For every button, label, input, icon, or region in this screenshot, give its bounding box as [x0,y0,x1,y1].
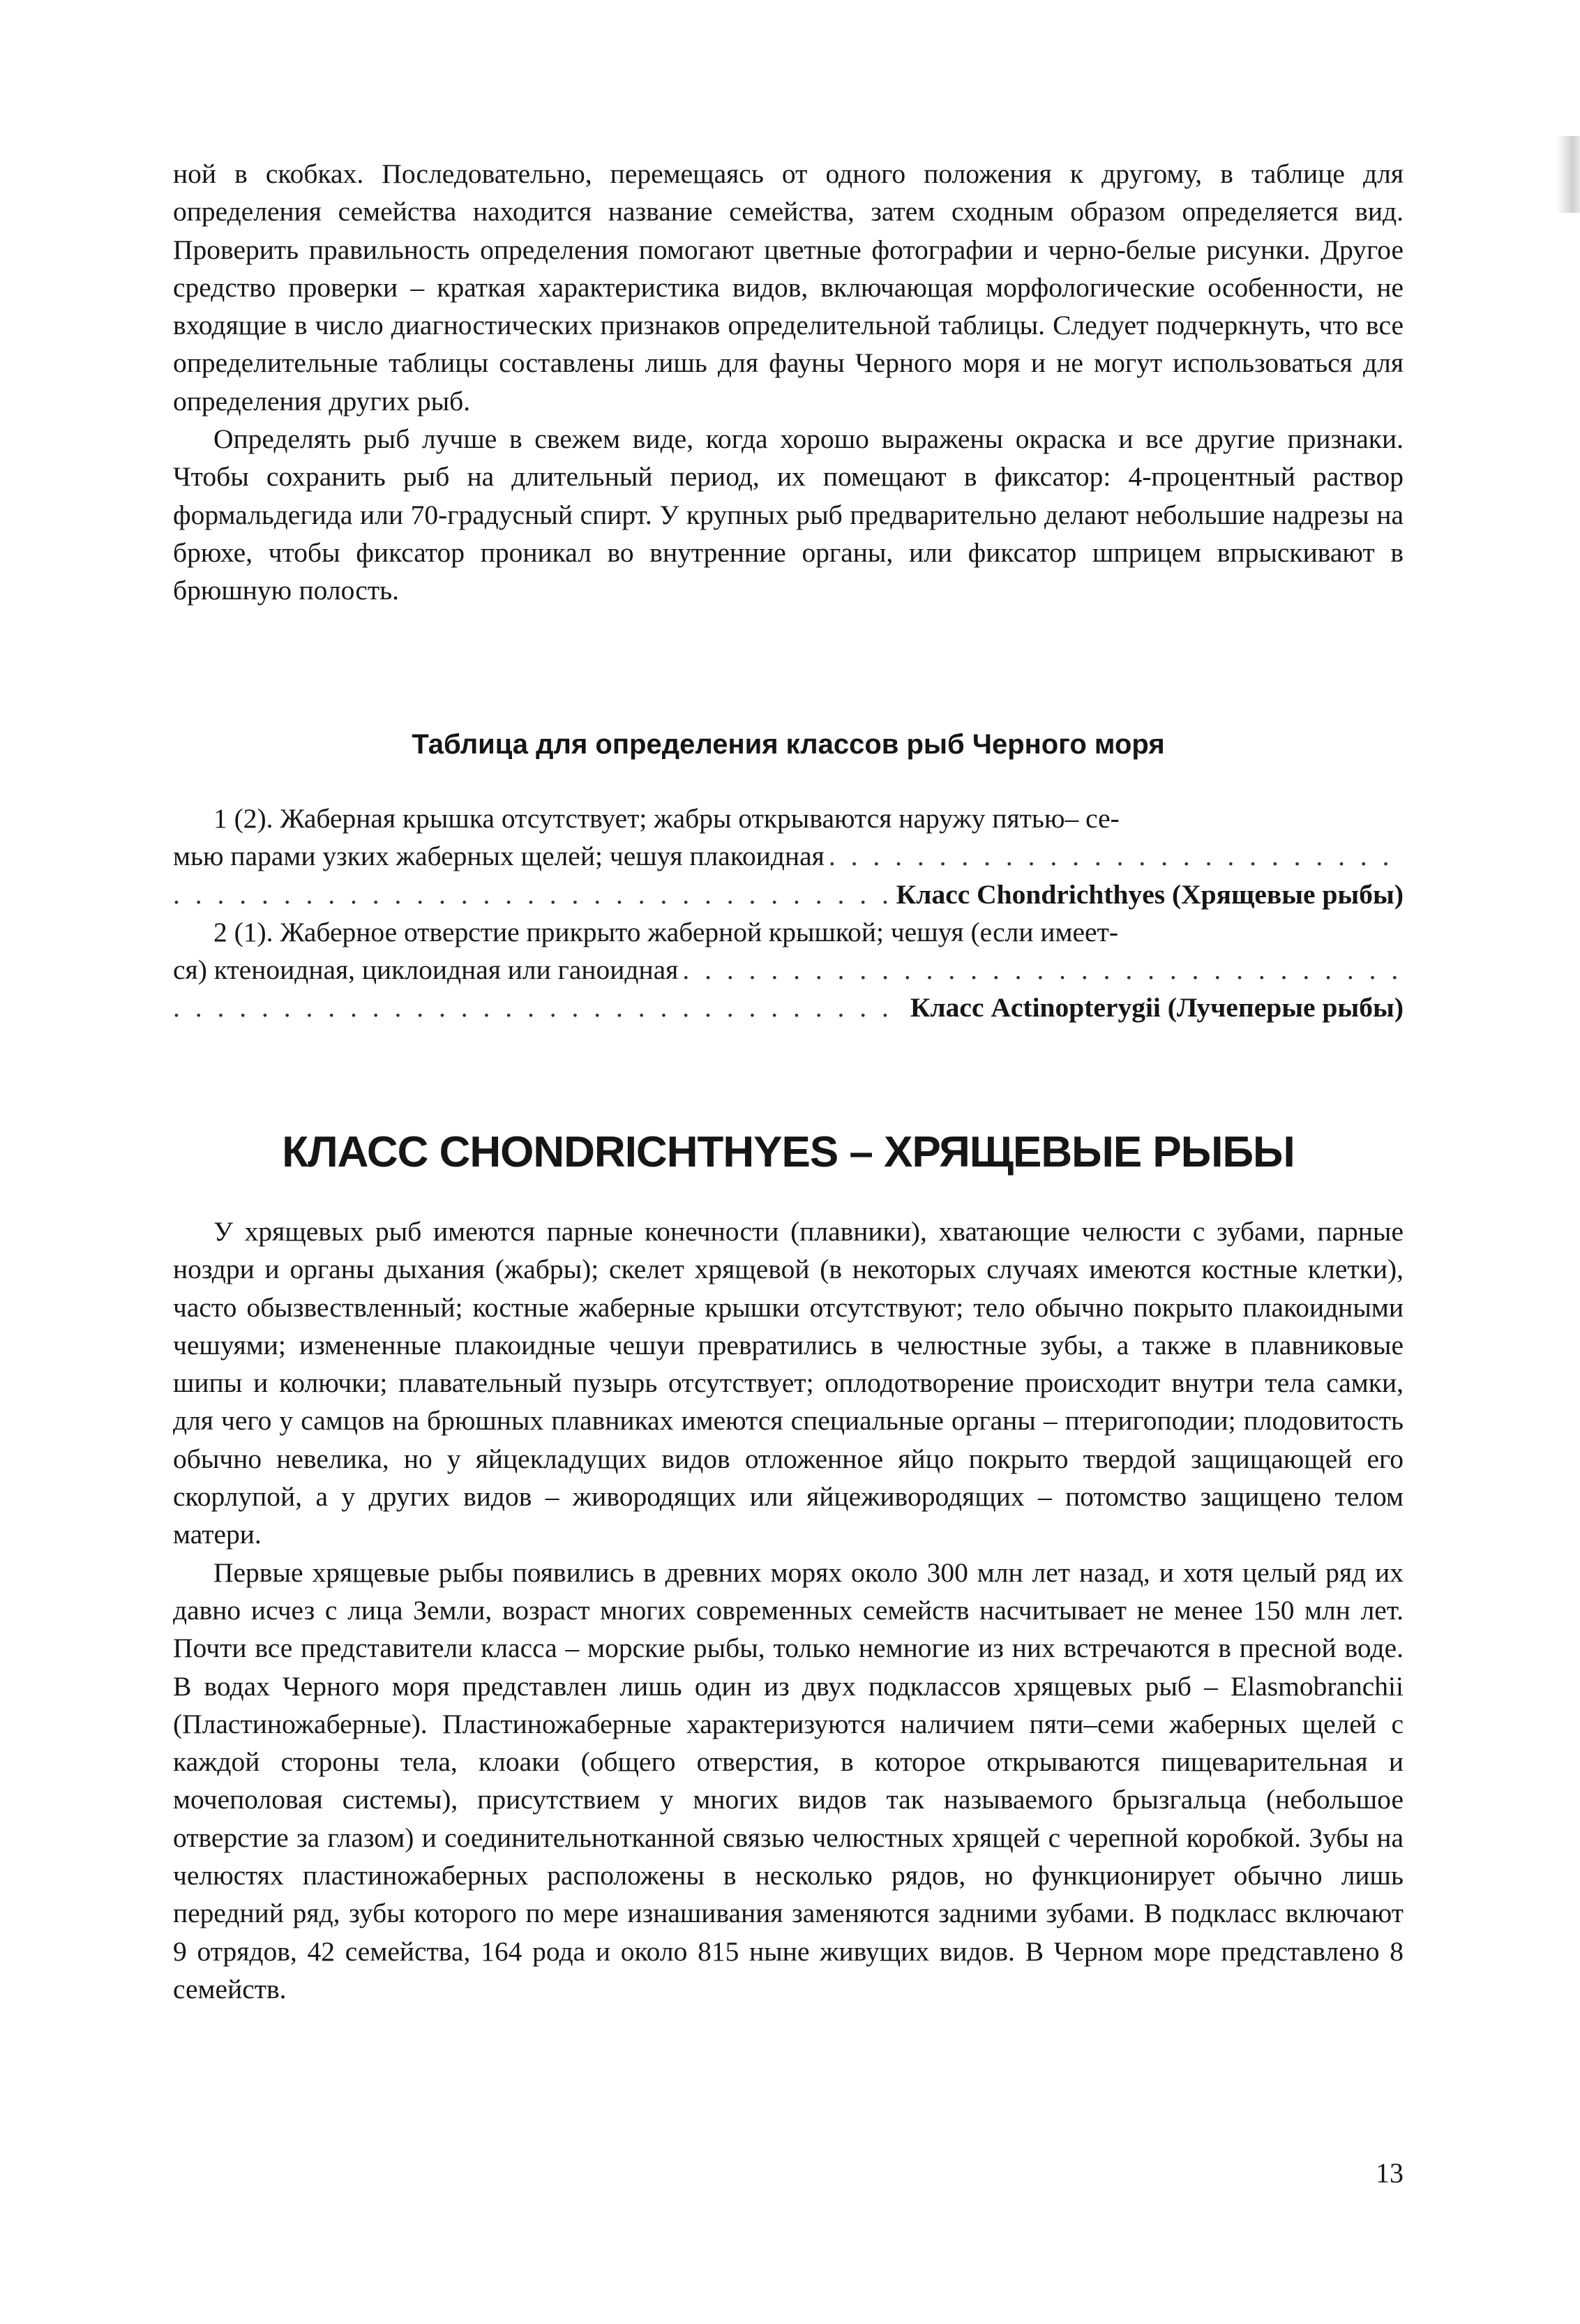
couplet-1-text: 1 (2). Жаберная крышка отсутствует; жабры открываются наружу пятью– се- [213,803,1120,834]
dot-leader [829,837,1399,875]
key-couplet-1 [173,800,1404,913]
couplet-2-tail-line [173,951,1404,989]
intro-paragraph-preservation: Определять рыб лучше в свежем виде, когда хорошо выражены окраска и все другие признаки. Чтобы сохранить рыб на длительный период, их помещают в фиксатор: 4-процентный раствор формальдегида или 70-градусный спирт. У крупных рыб предварительно делают небольшие надрезы на брюхе, чтобы фиксатор проникал во внутренние органы, или фиксатор шприцем впрыскивают в брюшную полость. [173,423,1404,606]
couplet-2-result-line [173,989,1404,1026]
couplet-1-result-line [173,876,1404,913]
couplet-2-tail: ся) ктеноидная, циклоидная или ганоидная [173,954,679,986]
intro-text [173,155,1404,610]
key-couplet-2 [173,913,1404,1027]
dot-leader [173,876,891,913]
intro-paragraph-continuation: ной в скобках. Последовательно, перемещаясь от одного положения к другому, в таблице для определения семейства находится название семейства, затем сходным образом определяется вид. Проверить правильность определения помогают цветные фотографии и черно-белые рисунки. Другое средство проверки – краткая характеристика видов, включающая морфологические особенности, не входящие в число диагностических признаков определительной таблицы. Следует подчеркнуть, что все определительные таблицы составлены лишь для фауны Черного моря и не могут использоваться для определения других рыб. [173,158,1404,417]
section-body [173,1213,1404,2008]
key-table-title: Таблица для определения классов рыб Черного моря [412,729,1165,760]
couplet-1-tail-line [173,837,1404,875]
couplet-2-result: Класс Actinopterygii (Лучеперые рыбы) [910,992,1404,1024]
identification-key [173,800,1404,1027]
couplet-2-text: 2 (1). Жаберное отверстие прикрыто жаберной крышкой; чешуя (если имеет- [213,916,1118,947]
couplet-1-result: Класс Chondrichthyes (Хрящевые рыбы) [896,878,1404,910]
section-paragraph-history: Первые хрящевые рыбы появились в древних морях около 300 млн лет назад, и хотя целый ряд их давно исчез с лица Земли, возраст многих современных семейств насчитывает не менее 150 млн лет. Почти все представители класса – морские рыбы, только немногие из них встречаются в пресной воде. В водах Черного моря представлен лишь один из двух подклассов хрящевых рыб – Elasmobranchii (Пластиножаберные). Пластиножаберные характеризуются наличием пяти–семи жаберных щелей с каждой стороны тела, клоаки (общего отверстия, в которое открываются пищеварительная и мочеполовая системы), присутствием у многих видов так называемого брызгальца (небольшое отверстие за глазом) и соединительнотканной связью челюстных хрящей с черепной коробкой. Зубы на челюстях пластиножаберных расположены в несколько рядов, но функционирует обычно лишь передний ряд, зубы которого по мере изнашивания заменяются задними зубами. В подкласс включают 9 отрядов, 42 семейства, 164 рода и около 815 ныне живущих видов. В Черном море представлено 8 семейств. [173,1557,1404,2004]
section-paragraph-characteristics: У хрящевых рыб имеются парные конечности (плавники), хватающие челюсти с зубами, парные ноздри и органы дыхания (жабры); скелет хрящевой (в некоторых случаях имеются костные клетки), часто обызвествленный; костные жаберные крышки отсутствуют; тело обычно покрыто плакоидными чешуями; измененные плакоидные чешуи превратились в челюстные зубы, а также в плавниковые шипы и колючки; плавательный пузырь отсутствует; оплодотворение происходит внутри тела самки, для чего у самцов на брюшных плавниках имеются специальные органы – птеригоподии; плодовитость обычно невелика, но у яйцекладущих видов отложенное яйцо покрыто твердой защищающей его скорлупой, а у других видов – живородящих или яйцеживородящих – потомство защищено телом матери. [173,1216,1404,1550]
section-heading: КЛАСС CHONDRICHTHYES – ХРЯЩЕВЫЕ РЫБЫ [282,1128,1295,1176]
dot-leader [173,989,905,1026]
page-number: 13 [1376,2157,1404,2189]
couplet-1-tail: мью парами узких жаберных щелей; чешуя плакоидная [173,841,825,872]
page-edge-shadow [1556,136,1580,213]
dot-leader [682,951,1399,989]
